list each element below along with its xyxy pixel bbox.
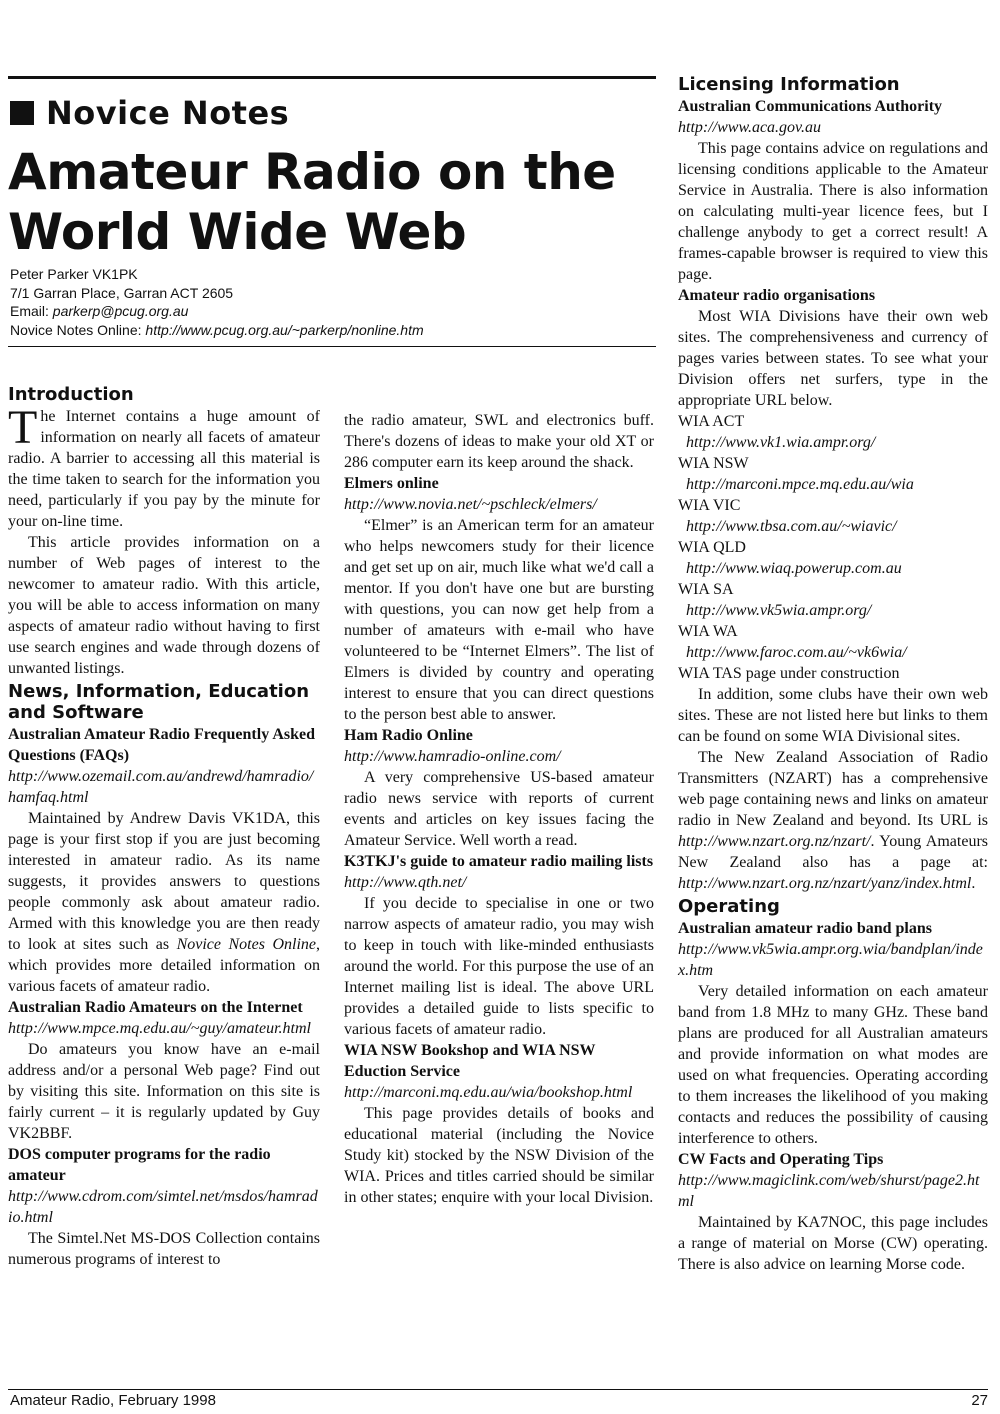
dos-paragraph-continued: the radio amateur, SWL and electronics buff. There's dozens of ideas to make your old XT or 286 computer earn its keep around the shack.	[344, 412, 654, 471]
header-rule	[8, 76, 656, 79]
elmers-title: Elmers online	[344, 475, 439, 492]
faq-title: Australian Amateur Radio Frequently Asked Questions (FAQs)	[8, 726, 315, 764]
news-heading: News, Information, Education and Software	[8, 681, 310, 723]
faq-url[interactable]: http://www.ozemail.com.au/andrewd/hamradio/hamfaq.html	[8, 768, 314, 806]
division-wa: WIA WA	[678, 623, 738, 640]
section-kicker	[10, 94, 289, 132]
hro-paragraph: A very comprehensive US-based amateur radio news service with reports of current events and articles on key issues facing the Amateur Service. Well worth a read.	[344, 769, 654, 849]
ari-title: Australian Radio Amateurs on the Internet	[8, 999, 303, 1016]
dos-url[interactable]: http://www.cdrom.com/simtel.net/msdos/hamradio.html	[8, 1188, 318, 1226]
article-title: Amateur Radio on the World Wide Web	[8, 143, 616, 261]
clubs-paragraph: In addition, some clubs have their own web sites. These are not listed here but links to them can be found on some WIA Divisional sites.	[678, 686, 988, 745]
cw-url[interactable]: http://www.magiclink.com/web/shurst/page2.html	[678, 1172, 980, 1210]
wia-bookshop-title: WIA NSW Bookshop and WIA NSW Eduction Service	[344, 1042, 596, 1080]
cw-paragraph: Maintained by KA7NOC, this page includes a range of material on Morse (CW) operating. There is also advice on learning Morse code.	[678, 1214, 988, 1273]
k3tkj-title: K3TKJ's guide to amateur radio mailing lists	[344, 853, 654, 870]
ari-paragraph: Do amateurs you know have an e-mail address and/or a personal Web page? Find out by visiting this site. Information on this site is fairly current – it is regularly updated by Guy VK2BBF.	[8, 1041, 320, 1142]
email-line	[10, 302, 424, 321]
division-vic: WIA VIC	[678, 497, 741, 514]
hro-title: Ham Radio Online	[344, 727, 473, 744]
bandplan-title: Australian amateur radio band plans	[678, 920, 932, 937]
intro-heading: Introduction	[8, 384, 134, 405]
licensing-heading: Licensing Information	[678, 74, 900, 95]
footer-publication: Amateur Radio, February 1998	[10, 1392, 216, 1409]
nzart-paragraph	[678, 747, 988, 894]
online-url: http://www.pcug.org.au/~parkerp/nonline.htm	[145, 321, 424, 338]
intro-paragraph-2: This article provides information on a number of Web pages of interest to the newcomer to amateur radio. With this article, you will be able to access information on many aspects of amateur radio without having to first use search engines and wade through dozens of unwanted listings.	[8, 534, 320, 677]
column-1	[8, 382, 320, 1270]
faq-p-b: , which provides more detailed information on various facets of amateur radio.	[8, 936, 320, 995]
faq-p-italic: Novice Notes Online	[176, 936, 316, 953]
k3tkj-url[interactable]: http://www.qth.net/	[344, 874, 467, 891]
page-number: 27	[971, 1392, 988, 1409]
division-nsw: WIA NSW	[678, 455, 749, 472]
footer-rule	[8, 1389, 988, 1390]
address: 7/1 Garran Place, Garran ACT 2605	[10, 284, 234, 301]
email-label: Email:	[10, 303, 49, 319]
division-nsw-url[interactable]: http://marconi.mpce.mq.edu.au/wia	[686, 476, 914, 493]
dos-title: DOS computer programs for the radio amateur	[8, 1146, 271, 1184]
elmers-paragraph: “Elmer” is an American term for an amateur who helps newcomers study for their licence and get set up on air, much like what we'd call a mentor. If you don't have one but are bursting with questions, you can now get help from a number of amateurs with e-mail who have volunteered to be “Internet Elmers”. The list of Elmers is divided by country and operating interest to ensure that you can direct questions to the person best able to answer.	[344, 517, 654, 723]
bandplan-url[interactable]: http://www.vk5wia.ampr.org.wia/bandplan/index.htm	[678, 941, 983, 979]
operating-heading: Operating	[678, 896, 780, 917]
hro-url[interactable]: http://www.hamradio-online.com/	[344, 748, 561, 765]
wia-bookshop-url[interactable]: http://marconi.mq.edu.au/wia/bookshop.html	[344, 1084, 633, 1101]
aca-title: Australian Communications Authority	[678, 98, 943, 115]
aca-paragraph: This page contains advice on regulations and licensing conditions applicable to the Amateur Service in Australia. There is also information on calculating multi-year licence fees, but I challenge anybody to get a correct result! A frames-capable browser is required to view this page.	[678, 140, 988, 283]
cw-title: CW Facts and Operating Tips	[678, 1151, 884, 1168]
aca-url[interactable]: http://www.aca.gov.au	[678, 119, 821, 136]
byline	[10, 265, 424, 339]
nz-p-c: .	[971, 875, 976, 892]
k3tkj-paragraph: If you decide to specialise in one or two narrow aspects of amateur radio, you may wish to keep in touch with like-minded enthusiasts around the world. For this purpose the use of an Internet mailing list is ideal. The above URL provides a detailed guide to lists specific to various facets of amateur radio.	[344, 895, 654, 1038]
org-paragraph: Most WIA Divisions have their own web sites. The comprehensiveness and currency of pages varies between states. To see what your Division offers net surfers, type in the appropriate URL below.	[678, 308, 988, 409]
nz-p-a: The New Zealand Association of Radio Transmitters (NZART) has a comprehensive web page containing news and links on amateur radio in New Zealand and beyond. Its URL is	[678, 749, 988, 829]
division-qld: WIA QLD	[678, 539, 746, 556]
division-wa-url[interactable]: http://www.faroc.com.au/~vk6wia/	[686, 644, 907, 661]
online-label: Novice Notes Online:	[10, 321, 142, 338]
wia-bookshop-paragraph: This page provides details of books and educational material (including the Novice Study kit) stocked by the NSW Division of the WIA. Prices and titles carried should be similar in other states; enquire with your local Division.	[344, 1105, 654, 1206]
elmers-url[interactable]: http://www.novia.net/~pschleck/elmers/	[344, 496, 597, 513]
dos-paragraph: The Simtel.Net MS-DOS Collection contains numerous programs of interest to	[8, 1230, 320, 1268]
nzart-url[interactable]: http://www.nzart.org.nz/nzart/	[678, 833, 871, 850]
faq-paragraph	[8, 808, 320, 997]
column-2	[344, 410, 654, 1208]
division-tas: WIA TAS page under construction	[678, 665, 900, 682]
division-act-url[interactable]: http://www.vk1.wia.ampr.org/	[686, 434, 876, 451]
email-address: parkerp@pcug.org.au	[52, 303, 189, 319]
byline-rule	[8, 346, 656, 347]
division-sa-url[interactable]: http://www.vk5wia.ampr.org/	[686, 602, 872, 619]
division-qld-url[interactable]: http://www.wiaq.powerup.com.au	[686, 560, 902, 577]
online-line	[10, 321, 424, 340]
org-title: Amateur radio organisations	[678, 287, 876, 304]
division-sa: WIA SA	[678, 581, 734, 598]
column-3	[678, 72, 988, 1275]
intro-paragraph-1	[8, 401, 320, 532]
division-vic-url[interactable]: http://www.tbsa.com.au/~wiavic/	[686, 518, 897, 535]
division-act: WIA ACT	[678, 413, 745, 430]
intro-p1-text: he Internet contains a huge amount of information on nearly all facets of amateur radio. A barrier to accessing all this material is the time taken to search for the information you need, particularly if you pay by the minute for your on-line time.	[8, 408, 320, 530]
faq-p-a: Maintained by Andrew Davis VK1DA, this page is your first stop if you are just becoming interested in amateur radio. As its name suggests, it provides answers to questions people commonly ask about amateur radio. Armed with this knowledge you are then ready to look at sites such as	[8, 810, 320, 953]
bandplan-paragraph: Very detailed information on each amateur band from 1.8 MHz to many GHz. These band plans are produced for all Australian amateurs and provide information on what modes are used on what frequencies. Operating according to them increases the likelihood of you making contacts and reduces the possibility of causing interference to others.	[678, 983, 988, 1147]
author: Peter Parker VK1PK	[10, 266, 138, 282]
ari-url[interactable]: http://www.mpce.mq.edu.au/~guy/amateur.html	[8, 1020, 311, 1037]
nz-p-b: . Young Amateurs New Zealand also has a page at:	[678, 833, 988, 871]
kicker-text: Novice Notes	[46, 94, 290, 132]
drop-cap: T	[8, 401, 38, 454]
square-bullet-icon	[10, 101, 34, 125]
yanz-url[interactable]: http://www.nzart.org.nz/nzart/yanz/index.html	[678, 875, 972, 892]
